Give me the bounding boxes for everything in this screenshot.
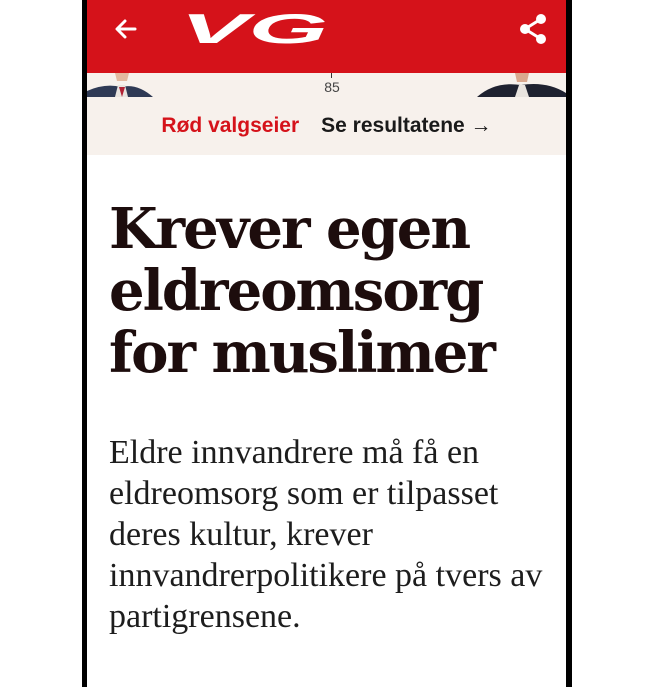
result-label: Rød valgseier — [161, 114, 300, 137]
seat-marker — [331, 73, 332, 78]
article-lede: Eldre innvandrere må få en eldreomsorg som er tilpasset deres kultur, krever innvandrerpolitikere på tvers av partigrensene. — [109, 434, 543, 635]
back-button[interactable] — [111, 14, 141, 44]
headline-line: Krever egen — [109, 196, 470, 262]
share-button[interactable] — [517, 12, 549, 46]
vg-logo[interactable] — [179, 13, 329, 45]
logo-text: VG — [180, 13, 328, 45]
see-results-link[interactable]: Se resultatene → — [321, 114, 492, 137]
top-bar — [87, 0, 566, 73]
candidate-portrait-right — [477, 73, 566, 97]
election-result-banner[interactable] — [87, 97, 566, 155]
seat-count: 85 — [324, 79, 340, 95]
share-icon — [517, 12, 549, 46]
arrow-left-icon — [111, 14, 141, 44]
election-graphic-strip — [87, 73, 566, 97]
article-headline — [109, 198, 549, 384]
headline-line: eldreomsorg — [109, 258, 483, 324]
candidate-portrait-left — [87, 73, 157, 97]
app-screen — [87, 0, 566, 687]
headline-line: for muslimer — [109, 320, 494, 386]
